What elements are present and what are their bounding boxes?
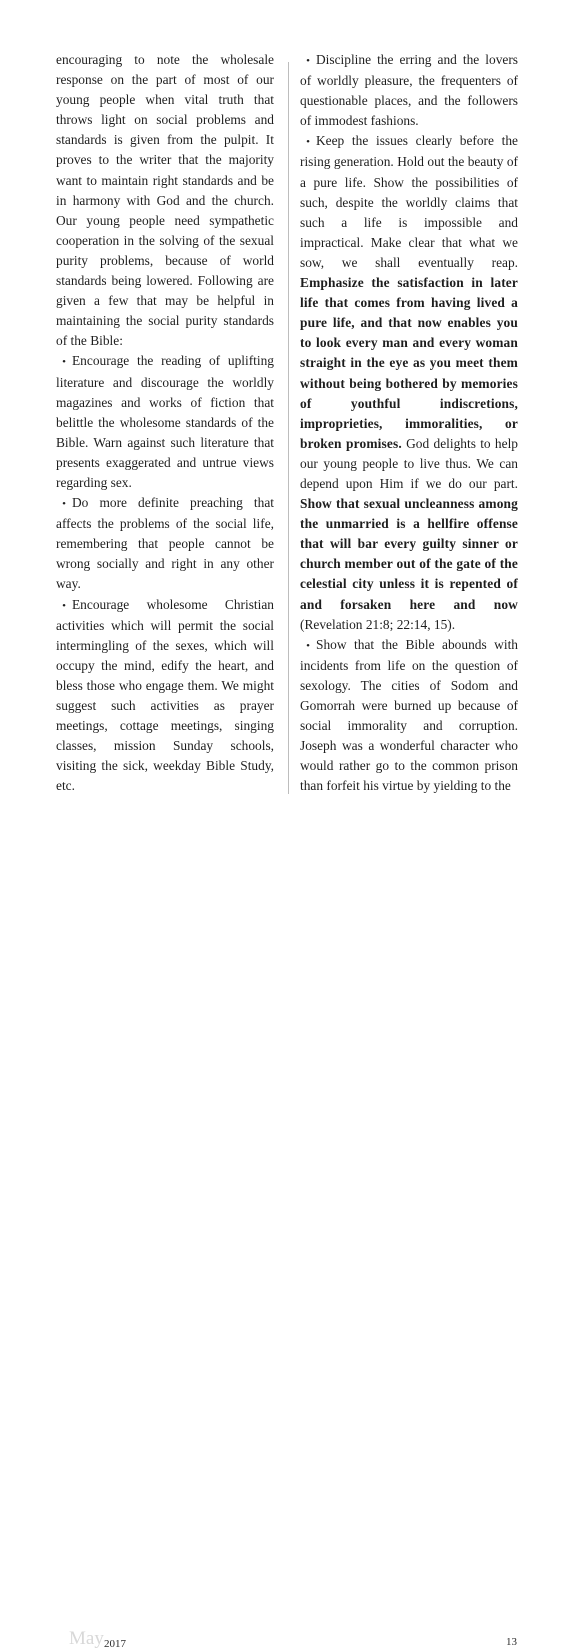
bullet-icon: • — [62, 356, 66, 369]
list-item — [300, 50, 518, 131]
emphasis-text: Emphasize the satisfaction in later life that comes from having lived a pure life, and that now enables you to look every man and every woman straight in the eye as you meet them without being bothered by memories of youthful indiscretions, improprieties, immoralities, or broken promises. — [300, 275, 518, 451]
bullet-icon: • — [306, 136, 310, 149]
list-item-text: Do more definite preaching that affects the problems of the social life, remembering that people cannot be wrong socially and right in any other way. — [56, 495, 274, 592]
page-number: 13 — [506, 1636, 517, 1648]
bullet-icon: • — [306, 639, 310, 652]
scripture-reference: (Revelation 21:8; 22:14, 15). — [300, 616, 456, 632]
month-watermark: May — [69, 1628, 104, 1649]
list-item — [56, 351, 274, 493]
emphasis-text: Show that sexual uncleanness among the unmarried is a hellfire offense that will bar every guilty sinner or church member out of the gate of the celestial city unless it is repented of and forsaken here and now — [300, 496, 518, 612]
left-column — [56, 50, 274, 796]
list-item-text: Discipline the erring and the lovers of worldly pleasure, the frequenters of questionable places, and the followers of immodest fashions. — [300, 52, 518, 129]
issue-year: 2017 — [104, 1638, 126, 1650]
column-divider — [288, 62, 289, 794]
page-footer — [0, 816, 575, 1650]
right-column — [300, 50, 518, 796]
list-item-text: Show that the Bible abounds with incidents from life on the question of sexology. The cities of Sodom and Gomorrah were burned up because of social immorality and corruption. Joseph was a wonderful character who would rather go to the common prison than forfeit his virtue by yielding to the — [300, 636, 518, 794]
body-paragraph: encouraging to note the wholesale response on the part of most of our young people when vital truth that throws light on social problems and standards is given from the pulpit. It proves to the writer that the majority want to maintain right standards and be in harmony with God and the church. Our young people need sympathetic cooperation in the solving of the sexual purity problems, because of world standards being lowered. Following are given a few that may be helpful in maintaining the social purity standards of the Bible: — [56, 52, 274, 349]
bullet-icon: • — [62, 599, 66, 612]
list-item-text: Encourage wholesome Christian activities which will permit the social intermingling of the sexes, which will occupy the mind, edify the heart, and bless those who engage them. We might suggest such activities as prayer meetings, cottage meetings, singing classes, mission Sunday schools, visiting the sick, weekday Bible Study, etc. — [56, 596, 274, 794]
list-item-text: God delights to help our young people to live thus. We can depend upon Him if we do our part. — [300, 435, 518, 491]
list-item — [56, 493, 274, 594]
list-item — [300, 131, 518, 634]
list-item — [56, 595, 274, 797]
list-item — [300, 635, 518, 797]
list-item-text: Keep the issues clearly before the rising generation. Hold out the beauty of a pure life. Show the possibilities of such, despite the worldly claims that such a life is impossible and impractical. Make clear that what we sow, we shall eventually reap. — [300, 133, 518, 270]
list-item-text: Encourage the reading of uplifting literature and discourage the worldly magazines and works of fiction that belittle the wholesome standards of the Bible. Warn against such literature that presents exaggerated and untrue views regarding sex. — [56, 353, 274, 490]
bullet-icon: • — [62, 498, 66, 511]
bullet-icon: • — [306, 55, 310, 67]
